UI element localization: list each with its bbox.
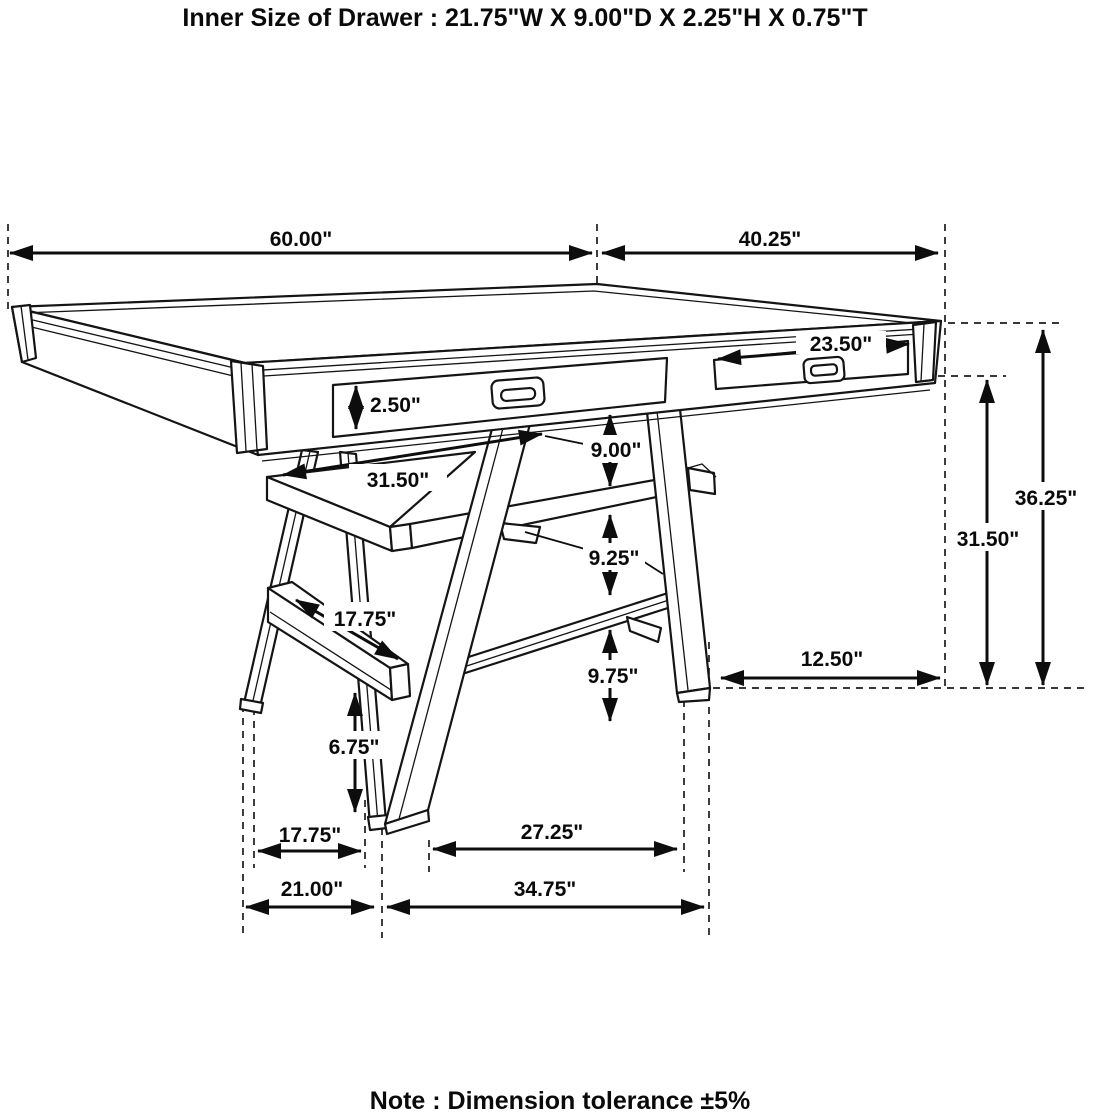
dimension-label-middle-shelf-to-floor-gap: 9.75" bbox=[587, 665, 639, 688]
dimension-label-lower-shelf-to-floor: 6.75" bbox=[328, 736, 380, 759]
dimension-label-right-drawer-width: 23.50" bbox=[809, 333, 873, 356]
dimension-label-left-feet-outer-spread: 21.00" bbox=[280, 878, 344, 901]
dimension-label-upper-shelf-length: 31.50" bbox=[366, 469, 430, 492]
dimension-right-feet-inner-spread bbox=[433, 821, 677, 849]
lower-shelf bbox=[268, 582, 410, 700]
dimension-top-length bbox=[10, 228, 592, 253]
left-drawer-handle bbox=[491, 377, 545, 409]
right-drawer-handle bbox=[803, 356, 845, 383]
dimension-label-top-depth: 40.25" bbox=[738, 228, 802, 251]
dimension-label-right-feet-outer-spread: 34.75" bbox=[513, 878, 577, 901]
dimension-right-feet-outer-spread bbox=[387, 878, 704, 907]
dimension-label-right-feet-inner-spread: 27.25" bbox=[520, 821, 584, 844]
dimension-label-top-length: 60.00" bbox=[269, 228, 333, 251]
dimension-label-overall-height: 36.25" bbox=[1014, 487, 1078, 510]
dimension-label-drawer-front-height: 2.50" bbox=[370, 394, 421, 417]
dimension-top-depth bbox=[602, 228, 938, 253]
dimension-overall-height bbox=[1009, 330, 1084, 685]
dimension-left-feet-inner-spread bbox=[258, 824, 361, 851]
dimension-left-feet-outer-spread bbox=[246, 878, 374, 907]
dimension-rear-foot-inset bbox=[721, 648, 940, 678]
dimension-upper-to-middle-shelf-gap bbox=[525, 515, 663, 595]
page-title: Inner Size of Drawer : 21.75"W X 9.00"D X 2.25"H X 0.75"T bbox=[182, 4, 868, 32]
dimension-label-apron-to-upper-shelf-gap: 9.00" bbox=[590, 439, 642, 462]
dimension-label-floor-to-apron-height: 31.50" bbox=[956, 528, 1020, 551]
tolerance-note: Note : Dimension tolerance ±5% bbox=[369, 1087, 751, 1114]
dimension-label-upper-to-middle-shelf-gap: 9.25" bbox=[588, 547, 640, 570]
dimension-label-rear-foot-inset: 12.50" bbox=[800, 648, 864, 671]
dimension-label-lower-shelf-length: 17.75" bbox=[333, 608, 397, 631]
dimension-floor-to-apron-height bbox=[952, 380, 1025, 685]
table-line-art bbox=[12, 284, 941, 834]
dimension-middle-shelf-to-floor-gap bbox=[583, 630, 643, 721]
dimension-label-left-feet-inner-spread: 17.75" bbox=[278, 824, 342, 847]
